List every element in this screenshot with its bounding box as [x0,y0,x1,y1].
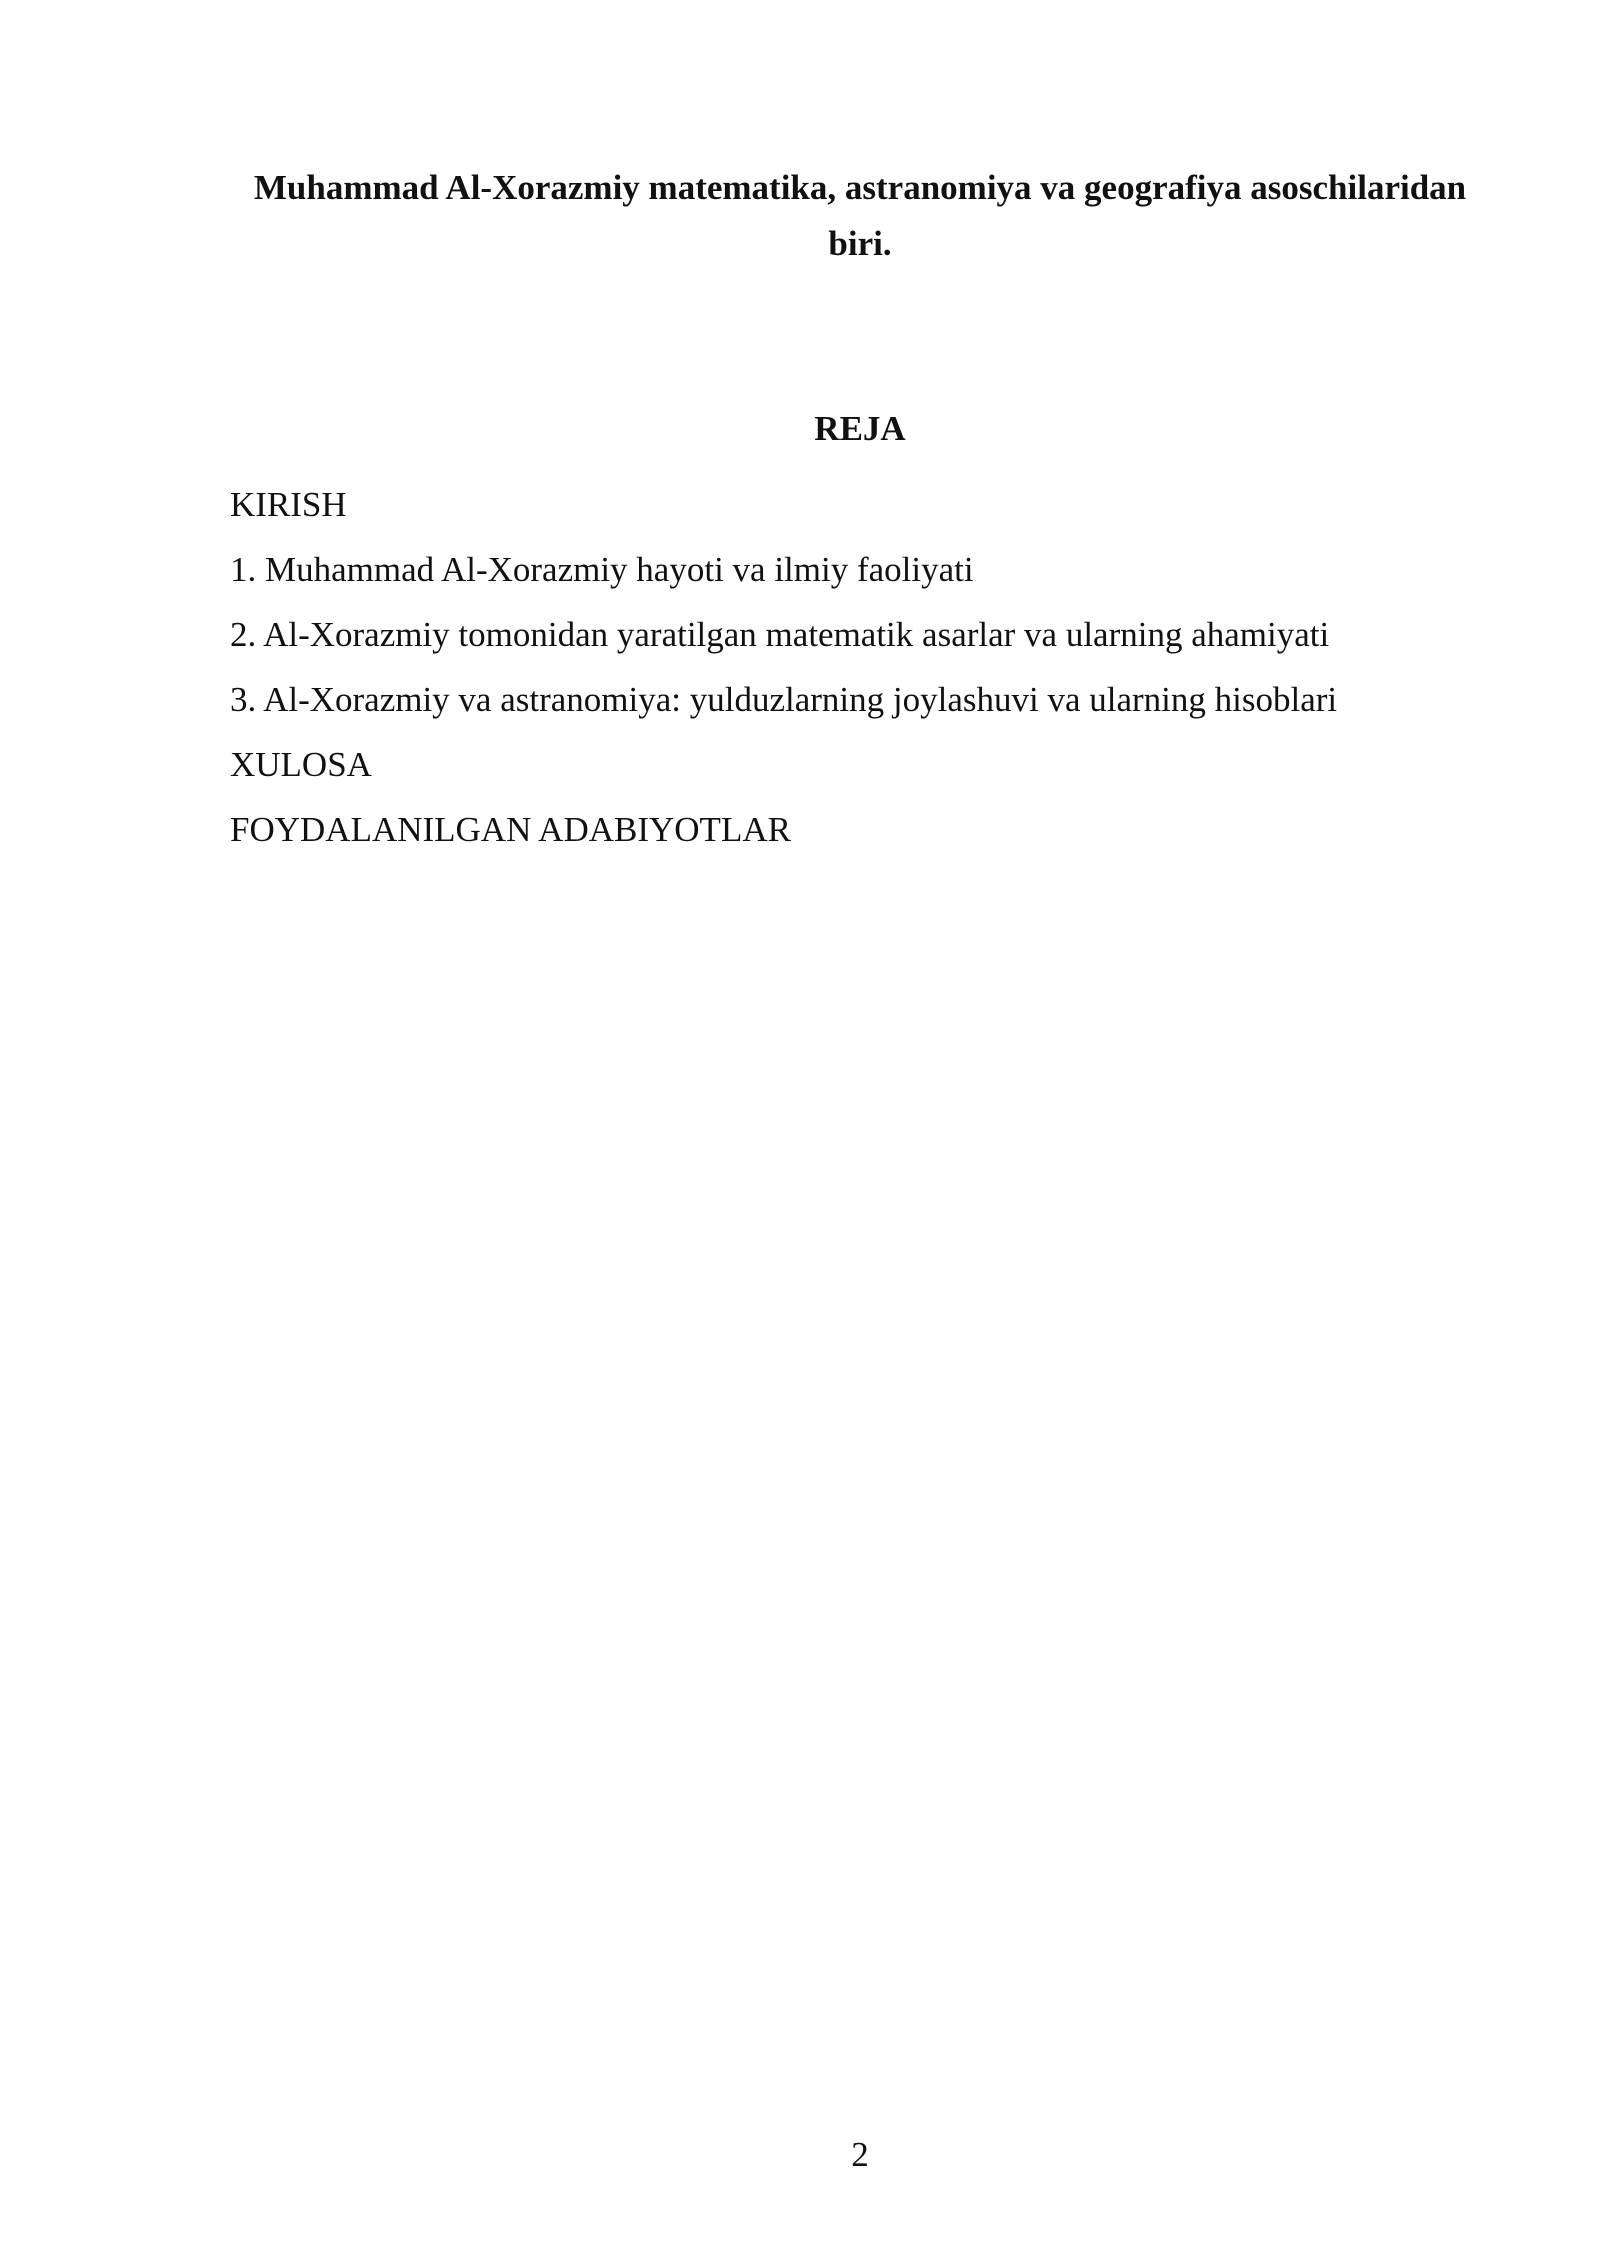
plan-item-2: 2. Al-Xorazmiy tomonidan yaratilgan matematik asarlar va ularning ahamiyati [230,615,1330,654]
plan-item-intro: KIRISH [230,485,347,524]
plan-item-3: 3. Al-Xorazmiy va astranomiya: yulduzlarning joylashuvi va ularning hisoblari [230,680,1338,719]
document-title: Muhammad Al-Xorazmiy matematika, astranomiya va geografiya asoschilaridan biri. [253,168,1467,263]
plan-item-conclusion: XULOSA [230,745,372,784]
plan-item-references: FOYDALANILGAN ADABIYOTLAR [230,810,791,849]
plan-list [230,472,1530,862]
plan-item-1: 1. Muhammad Al-Xorazmiy hayoti va ilmiy faoliyati [230,550,974,589]
plan-heading: REJA [814,409,906,448]
page-number: 2 [851,2135,869,2174]
